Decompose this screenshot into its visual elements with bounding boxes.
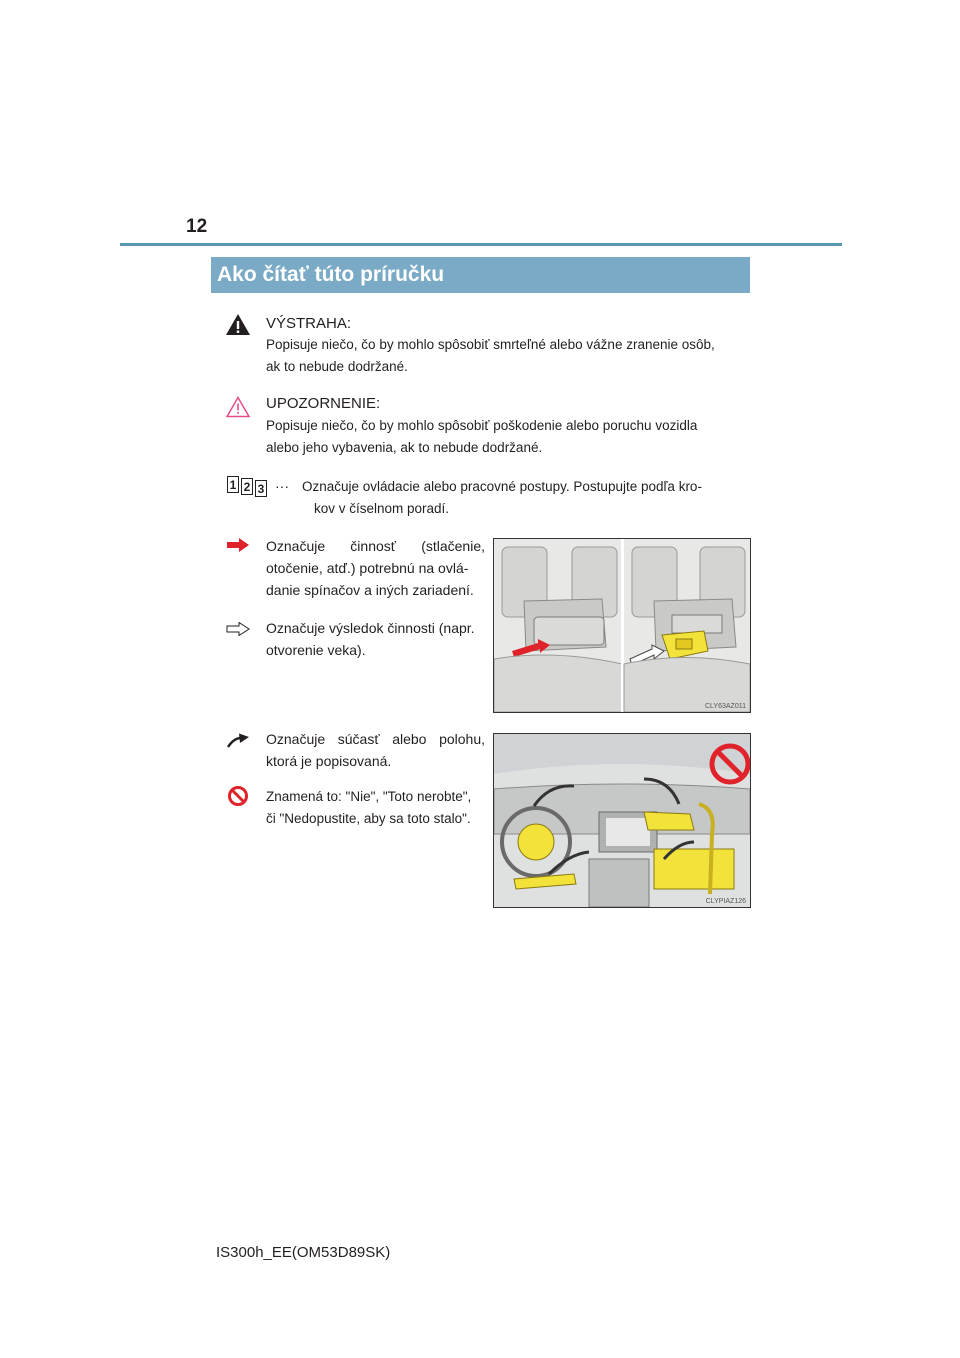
page-number: 12: [186, 216, 208, 237]
prohibition-text-line2: či "Nedopustite, aby sa toto stalo".: [266, 811, 471, 826]
result-text-line2: otvorenie veka).: [266, 642, 366, 658]
armrest-illustration: [494, 539, 750, 712]
pointer-arrow-icon: [226, 733, 250, 749]
armrest-figure: [493, 538, 751, 713]
warning-text-line1: Popisuje niečo, čo by mohlo spôsobiť smrteľné alebo vážne zranenie osôb,: [266, 337, 715, 352]
dashboard-illustration: [494, 734, 750, 907]
warning-filled-icon: [225, 313, 251, 336]
action-text-line1: Označuje činnosť (stlačenie,: [266, 538, 485, 554]
figure-code-armrest: CLY63AZ011: [705, 703, 746, 710]
action-text-line3: danie spínačov a iných zariadení.: [266, 582, 474, 598]
section-title: Ako čítať túto príručku: [211, 257, 750, 293]
step-number-1: 1: [227, 476, 239, 493]
outline-arrow-icon: [226, 622, 250, 636]
document-code: IS300h_EE(OM53D89SK): [216, 1244, 391, 1261]
warning-label: VÝSTRAHA:: [266, 315, 352, 332]
header-rule: [120, 243, 842, 246]
action-text-line2: otočenie, atď.) potrebnú na ovlá-: [266, 560, 469, 576]
step-number-2: 2: [241, 478, 253, 495]
result-text-line1: Označuje výsledok činnosti (napr.: [266, 620, 475, 636]
figure-code-dashboard: CLYPIAZ126: [705, 898, 746, 905]
steps-text-line2: kov v číselnom poradí.: [314, 501, 450, 516]
caution-label: UPOZORNENIE:: [266, 395, 381, 412]
steps-dots: ···: [275, 478, 289, 494]
steps-text-line1: Označuje ovládacie alebo pracovné postupy. Postupujte podľa kro-: [302, 479, 702, 494]
step-number-3: 3: [255, 480, 267, 497]
caution-text-line1: Popisuje niečo, čo by mohlo spôsobiť poškodenie alebo poruchu vozidla: [266, 418, 698, 433]
dashboard-figure: [493, 733, 751, 908]
component-text-line1: Označuje súčasť alebo polohu,: [266, 731, 485, 747]
warning-outline-icon: [226, 396, 250, 418]
warning-text-line2: ak to nebude dodržané.: [266, 359, 408, 374]
prohibition-icon: [227, 785, 249, 807]
caution-text-line2: alebo jeho vybavenia, ak to nebude dodržané.: [266, 440, 543, 455]
prohibition-text-line1: Znamená to: "Nie", "Toto nerobte",: [266, 789, 472, 804]
component-text-line2: ktorá je popisovaná.: [266, 753, 392, 769]
red-arrow-icon: [226, 538, 250, 552]
